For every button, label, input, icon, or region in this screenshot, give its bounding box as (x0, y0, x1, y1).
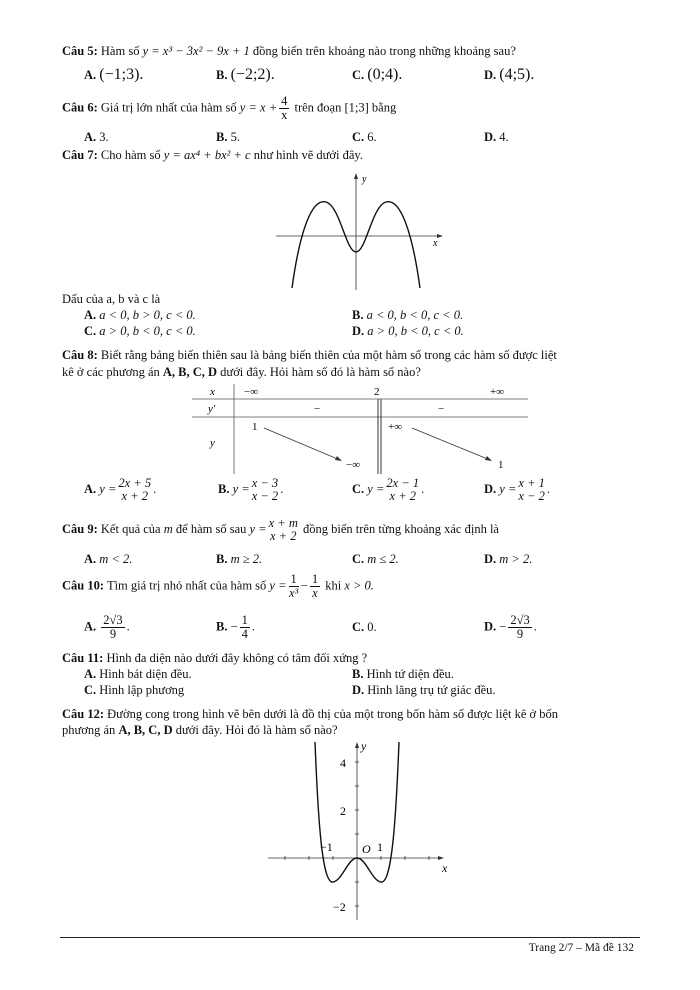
fraction-num: x + m (268, 516, 298, 530)
q7-option-c[interactable] (84, 324, 196, 339)
option-letter: D. (484, 619, 497, 634)
q6-option-a[interactable] (84, 130, 109, 145)
option-text: a < 0, b > 0, c < 0. (99, 308, 196, 322)
q7-text-end: như hình vẽ dưới đây. (253, 148, 363, 162)
option-letter: B. (218, 482, 230, 496)
fraction-num: 1 (290, 572, 297, 586)
q7-option-a[interactable] (84, 308, 196, 323)
q6-option-d[interactable] (484, 130, 509, 145)
q8-option-b[interactable]: B. y = x − 3 x − 2 . (218, 476, 284, 504)
fraction-num: 2x − 1 (386, 476, 420, 490)
decrease-arrow (264, 428, 340, 460)
q7-option-d[interactable] (352, 324, 464, 339)
q7-prompt: Dấu của a, b và c là (62, 292, 161, 306)
option-letter: A. (84, 308, 97, 322)
q6-text-end: bằng (371, 100, 397, 115)
option-letter: A. (84, 619, 97, 634)
q12-stem-line1 (62, 707, 558, 722)
table-yp-sign: − (438, 403, 445, 415)
option-letter: C. (352, 68, 365, 82)
q9-text: Kết quả của (100, 522, 161, 536)
y-tick-label: 4 (340, 756, 346, 770)
option-letter: C. (84, 683, 97, 697)
table-x-value: −∞ (244, 386, 259, 398)
option-fraction (101, 614, 124, 641)
q5-stem (62, 44, 516, 59)
option-y-eq: y = (499, 482, 517, 496)
fraction-num: 2√3 (510, 613, 530, 627)
option-letter: D. (484, 130, 497, 144)
fraction-den: x + 2 (270, 529, 297, 544)
x-axis-arrow (437, 234, 443, 238)
option-text: 5. (230, 130, 240, 144)
table-y-value: 1 (252, 421, 258, 433)
option-letter: A. (84, 552, 97, 566)
fraction-num: x + 1 (518, 476, 545, 490)
q11-option-b[interactable] (352, 667, 454, 682)
fraction-den: 9 (109, 627, 117, 642)
q8-variation-table (190, 382, 530, 478)
q7-function: y = ax⁴ + bx² + c (163, 148, 251, 162)
option-letter: D. (352, 683, 365, 697)
q8-stem-line2 (62, 365, 421, 380)
table-yp-label: y′ (208, 403, 216, 415)
q8-options-ref: A, B, C, D (162, 365, 218, 379)
q12-graph (260, 738, 460, 922)
y-axis-arrow (355, 742, 359, 748)
option-text: (4;5). (499, 66, 535, 83)
q6-function: y = x + (239, 100, 278, 115)
arrow-head (335, 456, 342, 461)
q12-stem-line2 (62, 723, 338, 738)
table-x-value: +∞ (490, 386, 505, 398)
q9-option-c[interactable] (352, 552, 399, 567)
option-y-eq: y = (232, 482, 250, 496)
q10-label: Câu 10: (62, 578, 105, 593)
table-y-value: 1 (498, 459, 504, 471)
q9-fraction (269, 517, 298, 543)
fraction-num: 2x + 5 (118, 476, 152, 490)
q10-option-a[interactable] (84, 614, 130, 641)
q5-option-b[interactable] (216, 66, 275, 84)
q8-text: Biết rằng bảng biến thiên sau là bảng biến thiên của một hàm số trong các hàm số được liệt (100, 348, 557, 362)
option-letter: A. (84, 68, 97, 82)
option-fraction (252, 477, 278, 503)
table-x-value: 2 (374, 386, 380, 398)
q5-option-c[interactable] (352, 66, 402, 84)
fraction-den: x + 2 (389, 489, 416, 504)
option-letter: C. (352, 620, 365, 634)
q8-option-d[interactable]: D. y = x + 1 x − 2 . (484, 476, 550, 504)
q10-fraction-1 (289, 573, 299, 600)
fraction-den: x (281, 108, 288, 123)
q6-stem (62, 95, 396, 122)
option-letter: D. (484, 68, 497, 82)
option-sign: − (230, 619, 238, 634)
fraction-den: x + 2 (121, 489, 148, 504)
footer-rule (60, 937, 640, 938)
option-letter: A. (84, 130, 97, 144)
option-text: Hình bát diện đều. (99, 667, 192, 681)
option-text: (−1;3). (99, 66, 144, 83)
q8-option-a[interactable]: A. y = 2x + 5 x + 2 . (84, 476, 157, 504)
q11-label: Câu 11: (62, 651, 104, 665)
option-text: Hình lăng trụ tứ giác đều. (367, 683, 496, 697)
option-text: 0. (367, 620, 377, 634)
q6-text: Giá trị lớn nhất của hàm số (100, 100, 237, 115)
q10-option-d[interactable] (484, 614, 537, 641)
q10-stem: Câu 10: Tìm giá trị nhỏ nhất của hàm số y = $\frac{1}{\text{x³}}$ − $\frac{1}{x}$ khi x > 0. (62, 572, 374, 601)
q9-option-a[interactable] (84, 552, 132, 567)
fraction-num: 1 (311, 572, 319, 586)
y-axis-label: y (361, 739, 367, 753)
q5-option-a[interactable] (84, 66, 143, 84)
option-end: . (251, 619, 256, 634)
option-text: a < 0, b < 0, c < 0. (366, 308, 464, 322)
table-yp-sign: − (314, 403, 321, 415)
option-letter: B. (216, 130, 228, 144)
option-text: m < 2. (99, 552, 133, 566)
option-text: a > 0, b < 0, c < 0. (367, 324, 464, 338)
q7-label: Câu 7: (62, 148, 98, 162)
fraction-den: 4 (241, 627, 248, 642)
q9-label: Câu 9: (62, 522, 98, 536)
option-letter: A. (84, 667, 97, 681)
option-fraction (518, 477, 544, 503)
q10-option-b[interactable] (216, 614, 255, 641)
q6-option-c[interactable] (352, 130, 377, 145)
q12-text: phương án (62, 723, 116, 737)
option-letter: B. (352, 308, 364, 322)
option-text: (0;4). (367, 66, 403, 83)
option-text: 4. (499, 130, 509, 144)
fraction-den: x − 2 (251, 489, 279, 504)
fraction-num: 2√3 (103, 613, 123, 627)
q5-function: y = x³ − 3x² − 9x + 1 (142, 44, 250, 58)
q11-text: Hình đa diện nào dưới đây không có tâm đối xứng ? (106, 651, 368, 665)
option-letter: C. (352, 130, 365, 144)
page-footer: Trang 2/7 – Mã đề 132 (528, 942, 634, 954)
q9-variable: m (163, 522, 173, 536)
option-letter: B. (352, 667, 364, 681)
q7-option-b[interactable] (352, 308, 463, 323)
option-letter: B. (216, 619, 228, 634)
q6-text-mid: trên đoạn (294, 100, 342, 115)
q5-text: Hàm số (100, 44, 140, 58)
q10-condition: x > 0. (344, 578, 374, 593)
x-axis-arrow (438, 856, 444, 860)
table-y-value: +∞ (388, 421, 403, 433)
q8-stem-line1 (62, 348, 557, 363)
option-text: m > 2. (499, 552, 533, 566)
q11-option-c[interactable] (84, 683, 184, 698)
option-text: m ≥ 2. (230, 552, 263, 566)
option-text: Hình tứ diện đều. (366, 667, 454, 681)
option-end: . (533, 619, 537, 634)
option-text: (−2;2). (230, 66, 275, 83)
origin-label: O (362, 842, 371, 856)
option-letter: B. (216, 552, 228, 566)
q5-text-end: đồng biến trên khoảng nào trong những khoảng sau? (252, 44, 516, 58)
table-y-label: y (210, 437, 215, 449)
fraction-num: x − 3 (251, 476, 279, 490)
q8-text-end: dưới đây. Hỏi hàm số đó là hàm số nào? (220, 365, 421, 379)
q12-label: Câu 12: (62, 707, 105, 721)
option-fraction (508, 614, 531, 641)
q10-option-c[interactable] (352, 620, 377, 635)
q6-fraction (279, 95, 289, 122)
option-letter: C. (352, 482, 365, 496)
fraction-den: x³ (288, 586, 299, 601)
y-tick-label: 2 (340, 804, 346, 818)
x-axis-label: x (442, 861, 448, 875)
q12-text: Đường cong trong hình vẽ bên dưới là đồ thị của một trong bốn hàm số được liệt kê ở bốn (107, 707, 559, 721)
option-letter: A. (84, 482, 97, 496)
fraction-den: 9 (516, 627, 524, 642)
fraction-num: 4 (281, 94, 288, 108)
q9-option-b[interactable] (216, 552, 262, 567)
q9-option-d[interactable] (484, 552, 532, 567)
option-y-eq: y = (367, 482, 385, 496)
q12-text-end: dưới đây. Hỏi đó là hàm số nào? (175, 723, 338, 737)
q6-interval: [1;3] (344, 100, 369, 115)
option-fraction (386, 477, 419, 503)
option-letter: D. (352, 324, 365, 338)
q5-label: Câu 5: (62, 44, 98, 58)
q9-text-mid: để hàm số sau (175, 522, 247, 536)
decrease-arrow (412, 428, 490, 460)
q5-option-d[interactable] (484, 66, 534, 84)
table-y-value: −∞ (346, 459, 361, 471)
q12-options-ref: A, B, C, D (118, 723, 173, 737)
q9-stem: Câu 9: Kết quả của m để hàm số sau y = x + m x + 2 đồng biến trên từng khoảng xác định là (62, 516, 499, 544)
option-letter: D. (484, 552, 497, 566)
option-text: Hình lập phương (99, 683, 185, 697)
table-x-label: x (210, 386, 215, 398)
q7-text: Cho hàm số (100, 148, 161, 162)
option-letter: D. (484, 482, 497, 496)
x-axis-label: x (433, 238, 438, 249)
q10-text-mid: khi (325, 578, 342, 593)
q6-option-b[interactable] (216, 130, 240, 145)
q8-option-c[interactable]: C. y = 2x − 1 x + 2 . (352, 476, 425, 504)
minus-sign: − (300, 578, 308, 593)
option-sign: − (499, 619, 507, 634)
option-text: a > 0, b < 0, c < 0. (99, 324, 196, 338)
y-axis-label: y (362, 174, 367, 185)
option-y-eq: y = (99, 482, 117, 496)
q7-stem (62, 148, 363, 163)
option-fraction (118, 477, 151, 503)
option-end: . (126, 619, 130, 634)
option-letter: B. (216, 68, 228, 82)
option-fraction (240, 614, 250, 641)
option-text: 3. (99, 130, 109, 144)
q7-graph (270, 170, 450, 292)
x-tick-label: −1 (320, 840, 333, 854)
option-text: m ≤ 2. (367, 552, 399, 566)
q9-text-end: đồng biến trên từng khoảng xác định là (303, 522, 499, 536)
option-text: 6. (367, 130, 377, 144)
y-axis-arrow (354, 173, 358, 179)
q6-label: Câu 6: (62, 100, 98, 115)
q8-text: kê ở các phương án (62, 365, 160, 379)
fraction-num: 1 (241, 613, 248, 627)
y-tick-label: −2 (333, 900, 346, 914)
fraction-den: x (312, 586, 318, 601)
q11-option-d[interactable] (352, 683, 496, 698)
fraction-den: x − 2 (518, 489, 545, 504)
arrow-head (485, 456, 492, 461)
q11-option-a[interactable] (84, 667, 192, 682)
x-tick-label: 1 (377, 840, 383, 854)
option-letter: C. (84, 324, 97, 338)
option-letter: C. (352, 552, 365, 566)
q10-fraction-2 (310, 573, 320, 600)
q11-stem (62, 651, 367, 666)
q8-label: Câu 8: (62, 348, 98, 362)
q10-text: Tìm giá trị nhỏ nhất của hàm số (106, 578, 267, 593)
